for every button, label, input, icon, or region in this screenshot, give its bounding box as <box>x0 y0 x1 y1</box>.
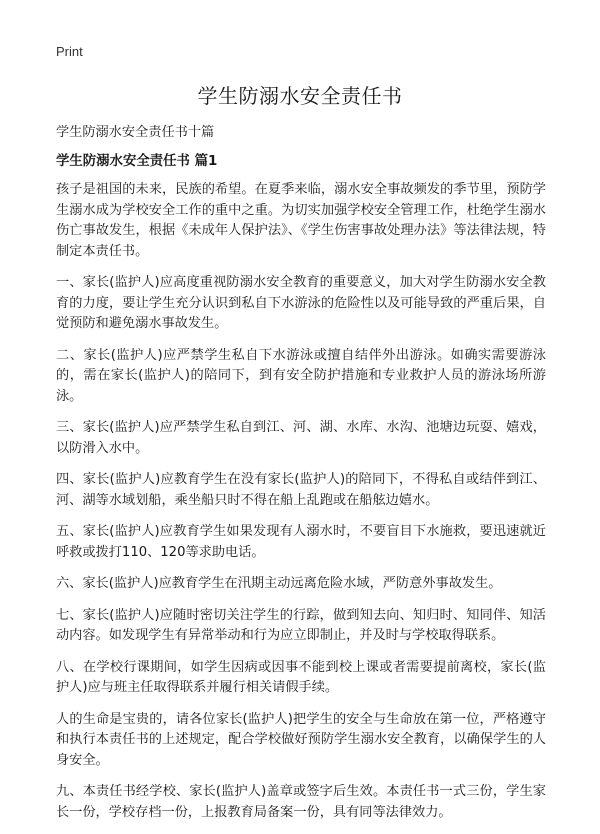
paragraph-clause-2: 二、家长(监护人)应严禁学生私自下水游泳或擅自结伴外出游泳。如确实需要游泳的，需在家长(监护人)的陪同下，到有安全防护措施和专业救护人员的游泳场所游泳。 <box>56 347 546 404</box>
document-title: 学生防溺水安全责任书 <box>197 84 403 108</box>
document-body <box>56 180 546 834</box>
paragraph-clause-8: 八、在学校行课期间，如学生因病或因事不能到校上课或者需要提前离校，家长(监护人)应与班主任取得联系并履行相关请假手续。 <box>56 659 546 695</box>
section-heading: 学生防溺水安全责任书 篇1 <box>56 154 218 169</box>
document-subtitle: 学生防溺水安全责任书十篇 <box>56 125 215 140</box>
paragraph-clause-6: 六、家长(监护人)应教育学生在汛期主动远离危险水域，严防意外事故发生。 <box>56 576 502 591</box>
paragraph-intro: 孩子是祖国的未来，民族的希望。在夏季来临，溺水安全事故频发的季节里，预防学生溺水成为学校安全工作的重中之重。为切实加强学校安全管理工作，杜绝学生溺水伤亡事故发生，根据《未成年人保护法》、《学生伤害事故处理办法》等法律法规，特制定本责任书。 <box>56 182 546 259</box>
paragraph-clause-9: 九、本责任书经学校、家长(监护人)盖章或签字后生效。本责任书一式三份，学生家长一份，学校存档一份，上报教育局备案一份，具有同等法律效力。 <box>56 784 546 820</box>
paragraph-clause-3: 三、家长(监护人)应严禁学生私自到江、河、湖、水库、水沟、池塘边玩耍、嬉戏，以防滑入水中。 <box>56 420 546 456</box>
paragraph-clause-7: 七、家长(监护人)应随时密切关注学生的行踪，做到知去向、知归时、知同伴、知活动内容。如发现学生有异常举动和行为应立即制止，并及时与学校取得联系。 <box>56 607 546 643</box>
paragraph-clause-1: 一、家长(监护人)应高度重视防溺水安全教育的重要意义，加大对学生防溺水安全教育的力度，要让学生充分认识到私自下水游泳的危险性以及可能导致的严重后果，自觉预防和避免溺水事故发生。 <box>56 275 546 331</box>
paragraph-clause-5: 五、家长(监护人)应教育学生如果发现有人溺水时，不要盲目下水施救，要迅速就近呼救或拨打110、120等求助电话。 <box>56 524 546 560</box>
print-link[interactable]: Print <box>56 44 83 59</box>
paragraph-appeal: 人的生命是宝贵的，请各位家长(监护人)把学生的安全与生命放在第一位，严格遵守和执行本责任书的上述规定，配合学校做好预防学生溺水安全教育，以确保学生的人身安全。 <box>56 711 546 768</box>
paragraph-clause-4: 四、家长(监护人)应教育学生在没有家长(监护人)的陪同下，不得私自或结伴到江、河、湖等水域划船，乘坐船只时不得在船上乱跑或在船舷边嬉水。 <box>56 472 546 508</box>
